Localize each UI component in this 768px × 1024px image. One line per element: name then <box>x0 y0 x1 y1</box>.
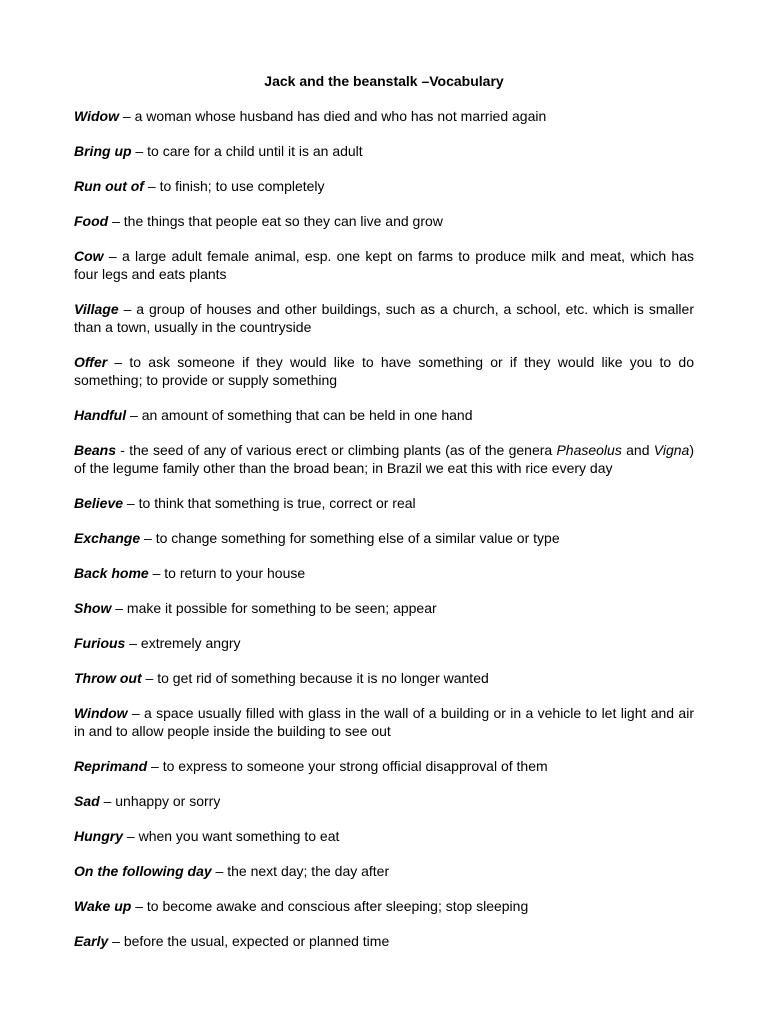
vocab-entry-early <box>74 932 694 950</box>
vocab-definition: to finish; to use completely <box>159 178 325 194</box>
vocab-entry-widow <box>74 107 694 125</box>
vocab-term: Widow <box>74 108 119 124</box>
vocab-definition: to return to your house <box>164 565 306 581</box>
vocab-definition: to change something for something else of a similar value or type <box>155 530 560 546</box>
vocab-term: Wake up <box>74 898 132 914</box>
vocab-definition-part: ) of the legume family other than the broad bean; in Brazil we eat this with rice every day <box>74 442 694 476</box>
vocab-separator: – <box>126 407 142 423</box>
vocab-entry-exchange <box>74 529 694 547</box>
vocab-separator: – <box>123 828 139 844</box>
vocab-entry-handful <box>74 406 694 424</box>
vocab-entry-believe <box>74 494 694 512</box>
vocab-separator: – <box>125 635 141 651</box>
vocab-definition: unhappy or sorry <box>115 793 221 809</box>
vocab-separator: – <box>118 301 137 317</box>
vocab-term: Food <box>74 213 109 229</box>
vocab-definition: before the usual, expected or planned time <box>123 933 390 949</box>
vocab-separator: – <box>99 793 116 809</box>
vocab-separator: – <box>103 248 122 264</box>
vocab-separator: – <box>143 178 160 194</box>
vocab-entry-food <box>74 212 694 230</box>
vocab-term: Run out of <box>74 178 144 194</box>
vocab-definition: when you want something to eat <box>138 828 340 844</box>
vocab-definition: to become awake and conscious after sleeping; stop sleeping <box>146 898 529 914</box>
vocab-definition: a group of houses and other buildings, such as a church, a school, etc. which is smaller than a town, usually in the countryside <box>74 301 694 335</box>
vocabulary-list <box>74 107 694 950</box>
vocab-entry-bring-up <box>74 142 694 160</box>
vocab-term: Early <box>74 933 109 949</box>
vocab-term: Offer <box>74 354 108 370</box>
vocab-entry-reprimand <box>74 757 694 775</box>
vocab-genus-name: Phaseolus <box>556 442 622 458</box>
vocab-definition: to get rid of something because it is no longer wanted <box>157 670 489 686</box>
vocab-term: Cow <box>74 248 104 264</box>
vocab-entry-on-the-following-day <box>74 862 694 880</box>
vocab-separator: – <box>147 758 163 774</box>
vocab-definition: extremely angry <box>140 635 241 651</box>
vocab-separator: – <box>108 933 124 949</box>
vocab-term: Back home <box>74 565 149 581</box>
vocab-separator: – <box>211 863 228 879</box>
vocab-definition: to care for a child until it is an adult <box>147 143 363 159</box>
vocab-separator: – <box>107 354 130 370</box>
vocab-definition-part: and <box>621 442 654 458</box>
vocab-term: Show <box>74 600 112 616</box>
vocab-separator: - <box>116 442 130 458</box>
vocab-separator: – <box>118 108 135 124</box>
vocab-separator: – <box>131 143 148 159</box>
vocab-term: Village <box>74 301 119 317</box>
vocab-separator: – <box>127 705 145 721</box>
vocab-separator: – <box>140 530 156 546</box>
vocab-definition-part: the seed of any of various erect or climbing plants (as of the genera <box>129 442 557 458</box>
vocab-entry-offer <box>74 353 694 389</box>
vocab-term: Hungry <box>74 828 123 844</box>
vocab-definition: to think that something is true, correct or real <box>138 495 416 511</box>
vocab-separator: – <box>148 565 165 581</box>
vocab-term: Throw out <box>74 670 142 686</box>
vocab-term: Exchange <box>74 530 141 546</box>
vocab-entry-cow <box>74 247 694 283</box>
vocab-definition: an amount of something that can be held in one hand <box>141 407 473 423</box>
vocab-definition: to ask someone if they would like to have something or if they would like you to do something; to provide or supply something <box>74 354 694 388</box>
vocab-definition: the things that people eat so they can live and grow <box>123 213 443 229</box>
vocab-entry-wake-up <box>74 897 694 915</box>
vocab-definition: a large adult female animal, esp. one kept on farms to produce milk and meat, which has four legs and eats plants <box>74 248 694 282</box>
vocab-entry-run-out-of <box>74 177 694 195</box>
vocab-definition: make it possible for something to be seen; appear <box>126 600 437 616</box>
vocab-entry-furious <box>74 634 694 652</box>
vocab-term: Window <box>74 705 128 721</box>
vocab-separator: – <box>141 670 158 686</box>
vocab-entry-throw-out <box>74 669 694 687</box>
vocab-separator: – <box>131 898 147 914</box>
vocab-term: Handful <box>74 407 127 423</box>
vocab-separator: – <box>111 600 127 616</box>
vocab-entry-hungry <box>74 827 694 845</box>
vocab-separator: – <box>108 213 124 229</box>
vocab-entry-sad <box>74 792 694 810</box>
vocab-genus-name: Vigna <box>653 442 690 458</box>
vocab-definition: a woman whose husband has died and who has not married again <box>134 108 547 124</box>
vocab-term: Beans <box>74 442 117 458</box>
vocab-entry-back-home <box>74 564 694 582</box>
vocab-definition: the next day; the day after <box>227 863 390 879</box>
vocab-term: Reprimand <box>74 758 148 774</box>
vocab-term: Furious <box>74 635 126 651</box>
vocab-entry-beans <box>74 441 694 477</box>
vocab-definition: to express to someone your strong official disapproval of them <box>162 758 548 774</box>
vocab-term: Bring up <box>74 143 132 159</box>
page-title: Jack and the beanstalk –Vocabulary <box>264 73 504 89</box>
vocab-entry-village <box>74 300 694 336</box>
vocab-term: On the following day <box>74 863 212 879</box>
vocab-term: Sad <box>74 793 100 809</box>
vocab-definition: a space usually filled with glass in the wall of a building or in a vehicle to let light and air in and to allow people inside the building to see out <box>74 705 694 739</box>
vocab-entry-show <box>74 599 694 617</box>
vocab-term: Believe <box>74 495 124 511</box>
vocab-separator: – <box>123 495 139 511</box>
vocab-entry-window <box>74 704 694 740</box>
